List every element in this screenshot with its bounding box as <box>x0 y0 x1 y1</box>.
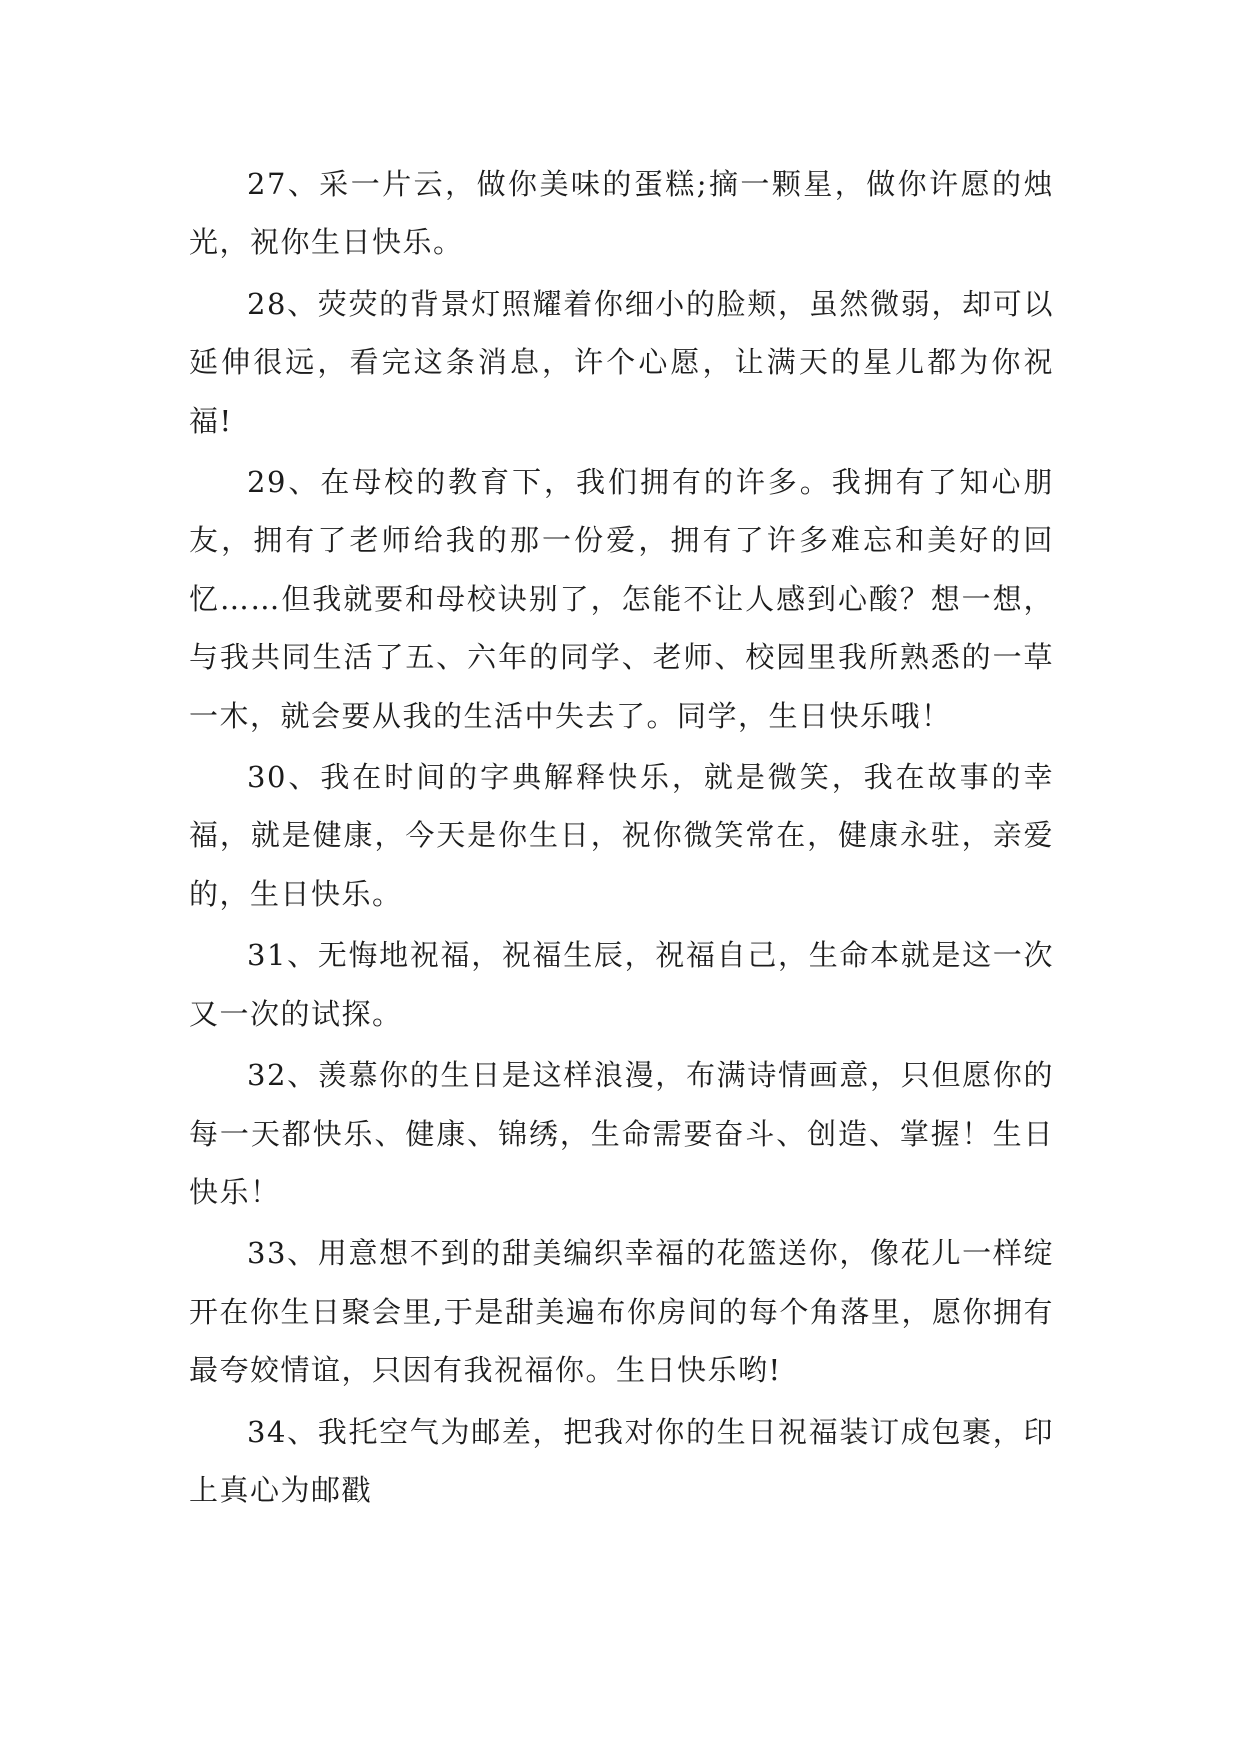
paragraph-27: 27、采一片云，做你美味的蛋糕;摘一颗星，做你许愿的烛光，祝你生日快乐。 <box>189 167 1054 260</box>
paragraph-32: 32、羡慕你的生日是这样浪漫，布满诗情画意，只但愿你的每一天都快乐、健康、锦绣，生命需要奋斗、创造、掌握！生日快乐！ <box>189 1058 1054 1209</box>
document-body <box>189 155 1054 1522</box>
paragraph-30: 30、我在时间的字典解释快乐，就是微笑，我在故事的幸福，就是健康，今天是你生日，祝你微笑常在，健康永驻，亲爱的，生日快乐。 <box>189 760 1054 911</box>
paragraph-33: 33、用意想不到的甜美编织幸福的花篮送你，像花儿一样绽开在你生日聚会里,于是甜美遍布你房间的每个角落里，愿你拥有最夸姣情谊，只因有我祝福你。生日快乐哟! <box>189 1236 1054 1388</box>
paragraph-34: 34、我托空气为邮差，把我对你的生日祝福装订成包裹，印上真心为邮戳 <box>189 1414 1054 1507</box>
paragraph-31: 31、无悔地祝福，祝福生辰，祝福自己，生命本就是这一次又一次的试探。 <box>189 938 1054 1031</box>
paragraph-29: 29、在母校的教育下，我们拥有的许多。我拥有了知心朋友，拥有了老师给我的那一份爱，拥有了许多难忘和美好的回忆……但我就要和母校诀别了，怎能不让人感到心酸？想一想，与我共同生活了五、六年的同学、老师、校园里我所熟悉的一草一木，就会要从我的生活中失去了。同学，生日快乐哦！ <box>189 465 1054 733</box>
paragraph-28: 28、荧荧的背景灯照耀着你细小的脸颊，虽然微弱，却可以延伸很远，看完这条消息，许个心愿，让满天的星儿都为你祝福! <box>189 286 1054 438</box>
